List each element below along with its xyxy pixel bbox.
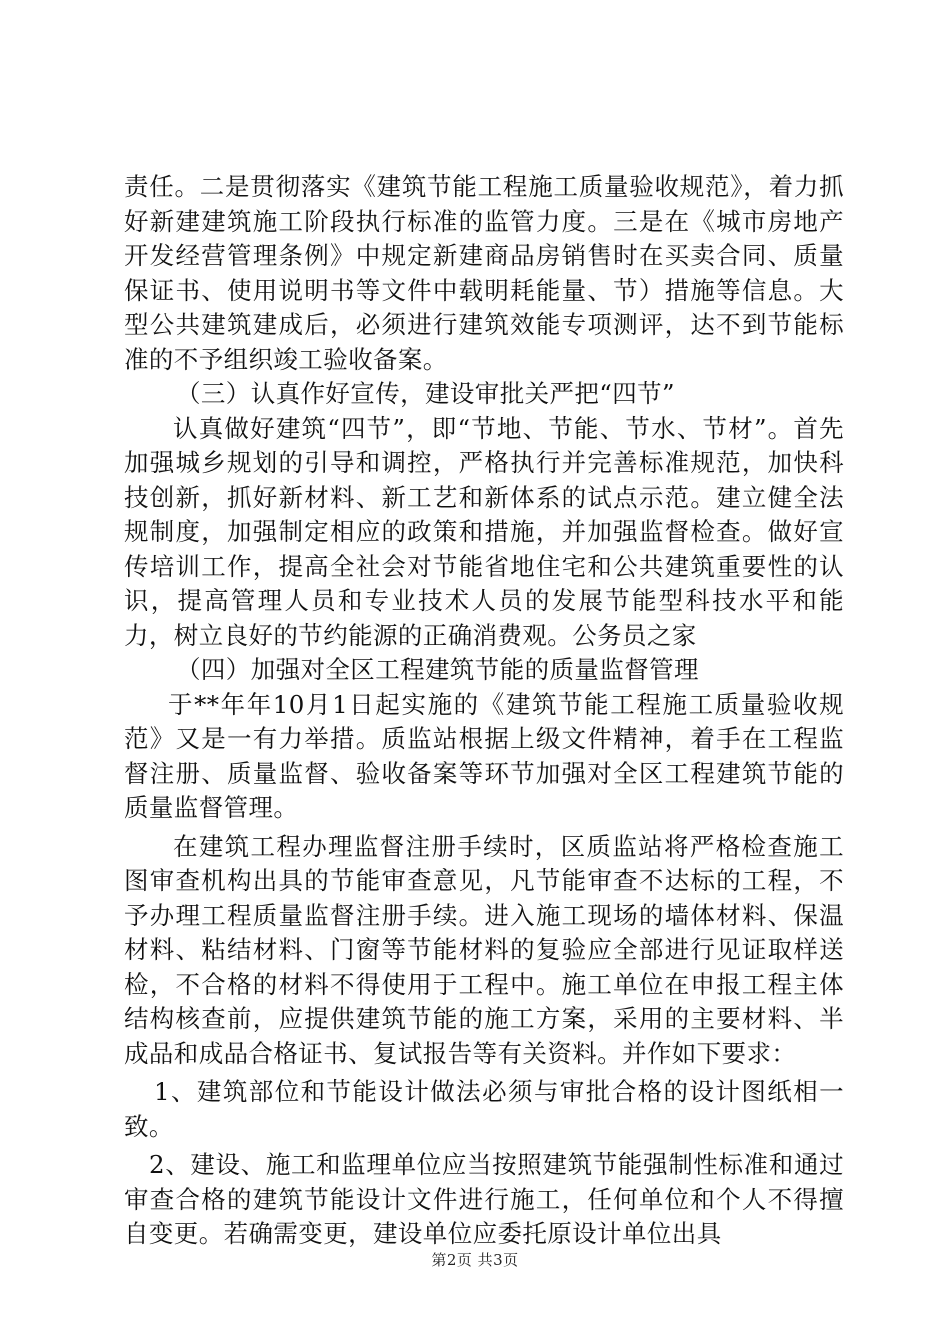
section-heading-3: （三）认真作好宣传，建设审批关严把“四节”	[176, 379, 675, 408]
paragraph-registration: 在建筑工程办理监督注册手续时，区质监站将严格检查施工图审查机构出具的节能审查意见，凡节能审查不达标的工程，不予办理工程质量监督注册手续。进入施工现场的墙体材料、保温材料、粘结材料、门窗等节能材料的复验应全部进行见证取样送检，不合格的材料不得使用于工程中。施工单位在申报工程主体结构核查前，应提供建筑节能的施工方案，采用的主要材料、半成品和成品合格证书、复试报告等有关资料。并作如下要求：	[124, 831, 844, 1068]
paragraph-regulation: 于**年年10月1日起实施的《建筑节能工程施工质量验收规范》又是一有力举措。质监站根据上级文件精神，着手在工程监督注册、质量监督、验收备案等环节加强对全区工程建筑节能的质量监督管理。	[124, 689, 844, 822]
paragraph-responsibility: 责任。二是贯彻落实《建筑节能工程施工质量验收规范》，着力抓好新建建筑施工阶段执行标准的监管力度。三是在《城市房地产开发经营管理条例》中规定新建商品房销售时在买卖合同、质量保证书、使用说明书等文件中载明耗能量、节）措施等信息。大型公共建筑建成后，必须进行建筑效能专项测评，达不到节能标准的不予组织竣工验收备案。	[124, 172, 844, 374]
requirement-item-1: 1、建筑部位和节能设计做法必须与审批合格的设计图纸相一致。	[124, 1077, 844, 1141]
page-footer: 第2页 共3页	[431, 1251, 519, 1269]
section-heading-4: （四）加强对全区工程建筑节能的质量监督管理	[176, 655, 699, 684]
document-body	[124, 170, 844, 1252]
requirement-item-2: 2、建设、施工和监理单位应当按照建筑节能强制性标准和通过审查合格的建筑节能设计文件进行施工，任何单位和个人不得擅自变更。若确需变更，建设单位应委托原设计单位出具	[124, 1150, 844, 1248]
paragraph-four-savings: 认真做好建筑“四节”，即“节地、节能、节水、节材”。首先加强城乡规划的引导和调控，严格执行并完善标准规范，加快科技创新，抓好新材料、新工艺和新体系的试点示范。建立健全法规制度，加强制定相应的政策和措施，并加强监督检查。做好宣传培训工作，提高全社会对节能省地住宅和公共建筑重要性的认识，提高管理人员和专业技术人员的发展节能型科技水平和能力，树立良好的节约能源的正确消费观。公务员之家	[124, 413, 844, 650]
